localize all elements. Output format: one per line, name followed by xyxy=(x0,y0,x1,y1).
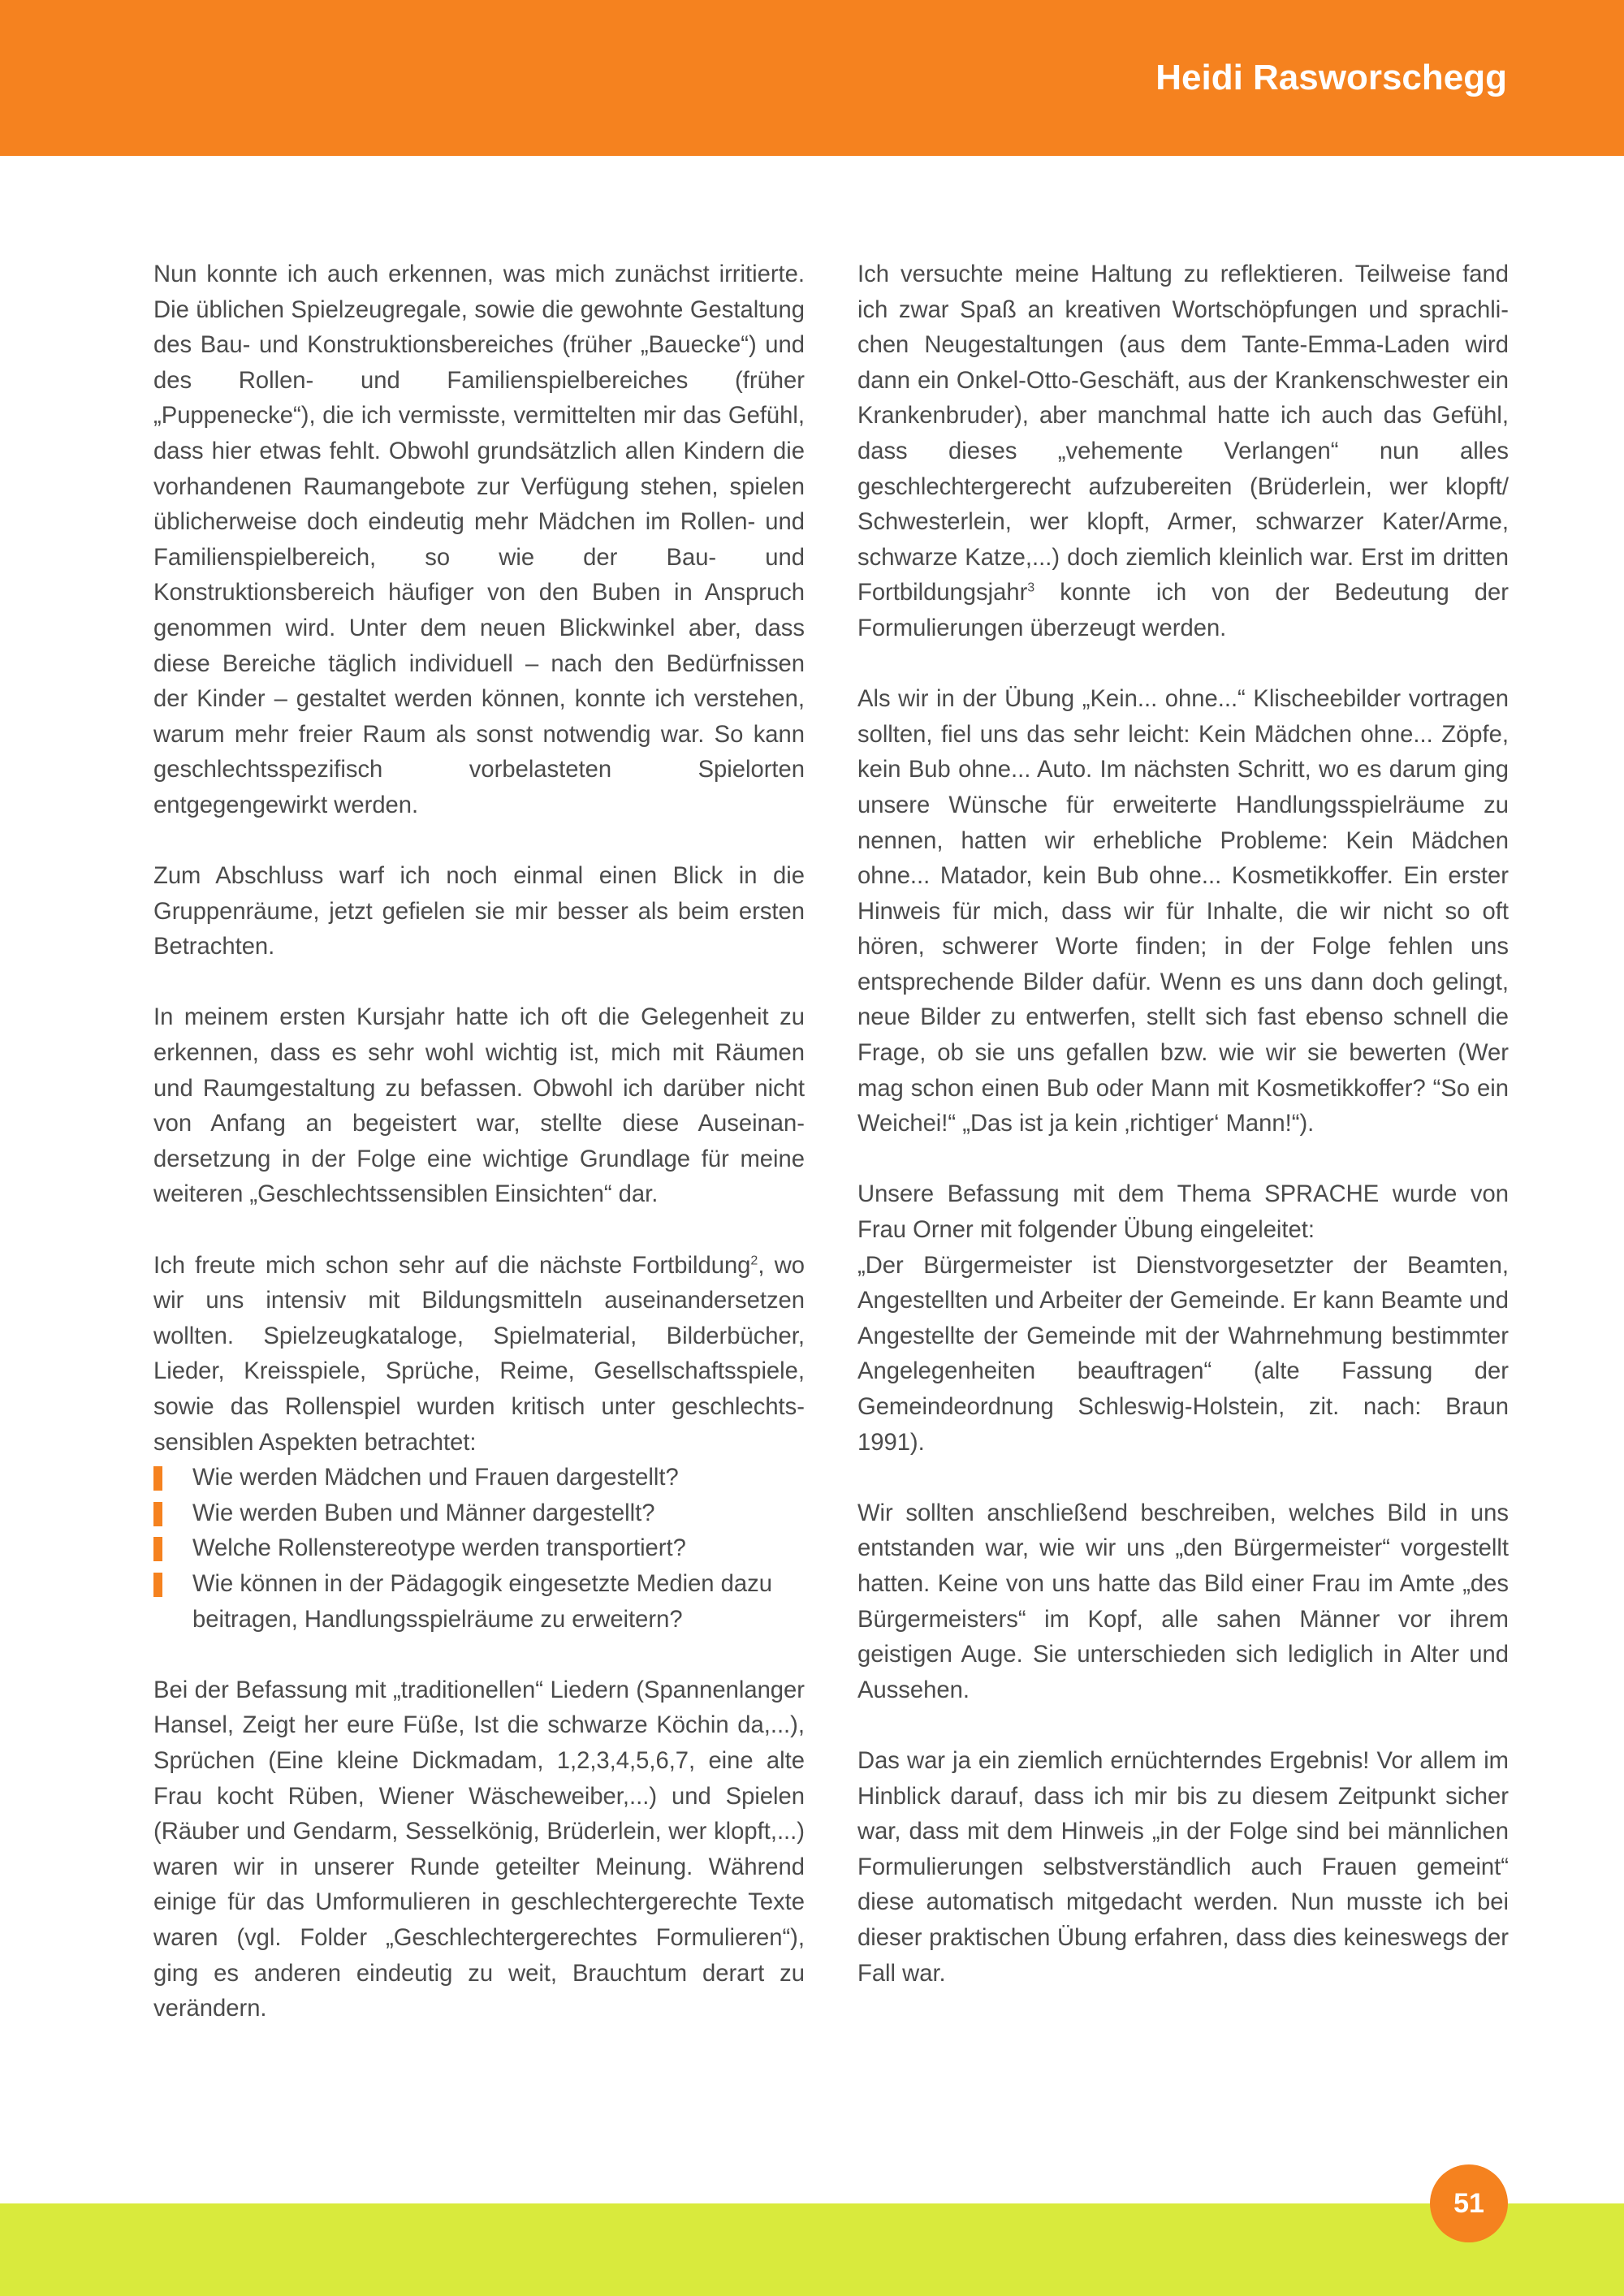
paragraph: Bei der Befassung mit „traditionellen“ Liedern (Spannenlanger Hansel, Zeigt her eure Füße, Ist die schwarze Köchin da,...), Sprüchen (Eine kleine Dickmadam, 1,2,3,4,5,6,7, eine alte Frau kocht Rüben, Wiener Wäscheweiber,...) und Spielen (Räuber und Gendarm, Sesselkönig, Brüderlein, wer klopft,...) waren wir in unserer Runde geteilter Meinung. Während einige für das Umformulieren in geschlechtergerechte Texte waren (vgl. Folder „Geschlechtergerechtes Formulieren“), ging es anderen eindeutig zu weit, Brauchtum derart zu verändern. xyxy=(153,1677,805,2022)
footnote-marker: 3 xyxy=(1027,580,1035,595)
list-item-text: Wie werden Buben und Männer dargestellt? xyxy=(192,1500,655,1526)
question-list xyxy=(153,1461,805,1638)
paragraph-text: Ich versuchte meine Haltung zu reflektieren. Teilweise fand ich zwar Spaß an kreativen Wortschöpfungen und sprachlichen Neugestaltungen (aus dem Tante-Emma-Laden wird dann ein Onkel-Otto-Geschäft, aus der Krankenschwester ein Krankenbruder), aber manchmal hatte ich auch das Gefühl, dass dieses „vehemente Verlangen“ nun alles geschlechtergerecht aufzubereiten (Brüderlein, wer klopft/ Schwesterlein, wer klopft, Armer, schwarzer Kater/Arme, schwarze Katze,...) doch ziemlich kleinlich war. Erst im dritten Fortbildungsjahr xyxy=(857,261,1509,606)
footnote-marker: 2 xyxy=(750,1252,758,1267)
list-item-text: Welche Rollenstereotype werden transportiert? xyxy=(192,1535,686,1562)
list-item xyxy=(153,1461,805,1496)
paragraph: Als wir in der Übung „Kein... ohne...“ Klischeebilder vortragen sollten, fiel uns das sehr leicht: Kein Mädchen ohne... Zöpfe, kein Bub ohne... Auto. Im nächsten Schritt, wo es darum ging unsere Wünsche für erweiterte Handlungsspielräume zu nennen, hatten wir erhebliche Probleme: Kein Mädchen ohne... Matador, kein Bub ohne... Kosmetikkoffer. Ein erster Hinweis für mich, dass wir für Inhalte, die wir nicht so oft hören, schwerer Worte finden; in der Folge fehlen uns entsprechende Bilder dafür. Wenn es uns dann doch gelingt, neue Bilder zu entwerfen, stellt sich fast ebenso schnell die Frage, ob sie uns gefallen bzw. wie wir sie bewerten (Wer mag schon einen Bub oder Mann mit Kosmetikkoffer? “So ein Weichei!“ „Das ist ja kein ‚richtiger‘ Mann!“). xyxy=(857,686,1509,1137)
page-number-badge: 51 xyxy=(1430,2164,1508,2242)
bullet-marker-icon xyxy=(153,1573,162,1597)
paragraph: Unsere Befassung mit dem Thema SPRACHE wurde von Frau Orner mit folgender Übung eingeleitet: xyxy=(857,1181,1509,1244)
paragraph: Zum Abschluss warf ich noch einmal einen Blick in die Gruppenräume, jetzt gefielen sie mir besser als beim ersten Betrachten. xyxy=(153,863,805,960)
list-item-text: Wie können in der Pädagogik eingesetzte Medien dazu beitragen, Handlungsspielräume zu erweitern? xyxy=(192,1570,772,1633)
paragraph: In meinem ersten Kursjahr hatte ich oft die Gelegenheit zu erkennen, dass es sehr wohl wichtig ist, mich mit Räumen und Raumgestaltung zu befassen. Obwohl ich darüber nicht von Anfang an begeistert war, stellte diese Auseinandersetzung in der Folge eine wichtige Grundlage für meine weiteren „Geschlechtssensiblen Einsichten“ dar. xyxy=(153,1004,805,1208)
left-column xyxy=(153,257,805,2062)
paragraph-text: , wo wir uns intensiv mit Bildungsmitteln auseinandersetzen wollten. Spielzeugkataloge, Spielmaterial, Bilderbücher, Lieder, Kreisspiele, Sprüche, Reime, Gesellschaftsspiele, sowie das Rollenspiel wurden kritisch unter geschlechtssensiblen Aspekten betrachtet: xyxy=(153,1252,806,1456)
paragraph-text: konnte ich von der Bedeutung der Formulierungen überzeugt werden. xyxy=(857,580,1509,641)
header-bar xyxy=(0,0,1624,156)
list-item-text: Wie werden Mädchen und Frauen dargestellt? xyxy=(192,1465,679,1491)
bullet-marker-icon xyxy=(153,1502,162,1526)
bullet-marker-icon xyxy=(153,1466,162,1491)
footer-bar xyxy=(0,2203,1624,2296)
list-item xyxy=(153,1567,805,1638)
list-item xyxy=(153,1531,805,1567)
paragraph: Nun konnte ich auch erkennen, was mich zunächst irritierte. Die üblichen Spielzeugregale, sowie die gewohnte Gestaltung des Bau- und Konstruktionsbereiches (früher „Bauecke“) und des Rollen- und Familienspielbereiches (früher „Puppenecke“), die ich vermisste, vermittelten mir das Gefühl, dass hier etwas fehlt. Obwohl grundsätzlich allen Kindern die vorhandenen Raumangebote zur Verfügung stehen, spielen üblicherweise doch eindeutig mehr Mädchen im Rollen- und Familienspielbereich, so wie der Bau- und Konstruktionsbereich häufiger von den Buben in Anspruch genommen wird. Unter dem neuen Blickwinkel aber, dass diese Bereiche täglich individuell – nach den Bedürfnissen der Kinder – gestaltet werden können, konnte ich verstehen, warum mehr freier Raum als sonst notwendig war. So kann geschlechtsspezifisch vorbelasteten Spielorten entgegengewirkt werden. xyxy=(153,261,805,818)
author-name: Heidi Rasworschegg xyxy=(1155,58,1507,97)
paragraph-text: Ich freute mich schon sehr auf die nächste Fortbildung xyxy=(153,1252,751,1279)
list-item xyxy=(153,1496,805,1532)
paragraph xyxy=(857,257,1509,647)
paragraph xyxy=(153,1249,805,1461)
right-column xyxy=(857,257,1509,2027)
bullet-marker-icon xyxy=(153,1537,162,1561)
paragraph: Wir sollten anschließend beschreiben, welches Bild in uns entstanden war, wie wir uns „den Bürgermeister“ vorgestellt hatten. Keine von uns hatte das Bild einer Frau im Amte „des Bürgermeisters“ im Kopf, alle sahen Männer vor ihrem geistigen Auge. Sie unterschieden sich lediglich in Alter und Aussehen. xyxy=(857,1500,1509,1703)
paragraph: Das war ja ein ziemlich ernüchterndes Ergebnis! Vor allem im Hinblick darauf, dass ich mir bis zu diesem Zeitpunkt sicher war, dass mit dem Hinweis „in der Folge sind bei männlichen Formulierungen selbstverständlich auch Frauen gemeint“ diese automatisch mitgedacht werden. Nun musste ich bei dieser praktischen Übung erfahren, dass dies keineswegs der Fall war. xyxy=(857,1747,1509,1987)
quote-paragraph: „Der Bürgermeister ist Dienstvorgesetzter der Beamten, Angestellten und Arbeiter der Gemeinde. Er kann Beamte und Angestellte der Gemeinde mit der Wahrnehmung bestimmter Angelegenheiten beauftragen“ (alte Fassung der Gemeindeordnung Schleswig-Holstein, zit. nach: Braun 1991). xyxy=(857,1252,1509,1456)
